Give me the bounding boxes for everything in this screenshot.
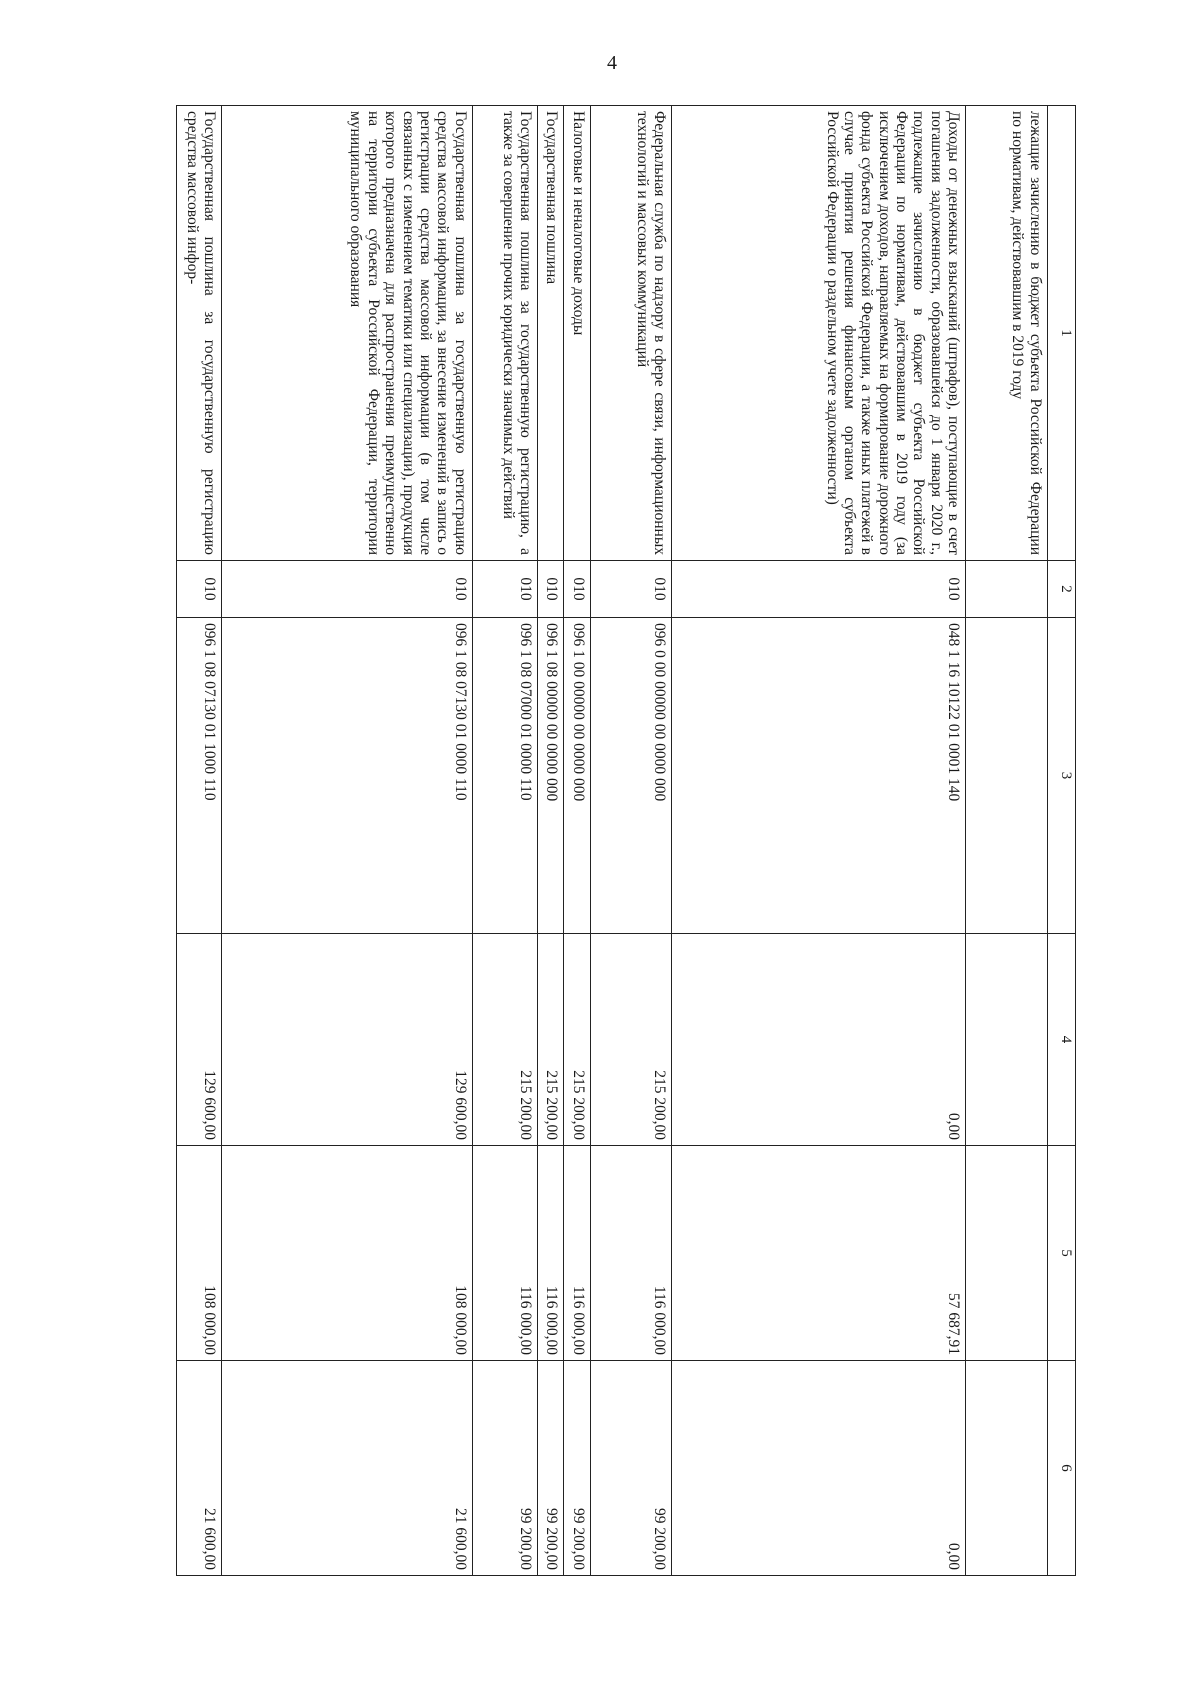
row-admin-code: 010 [672, 561, 966, 618]
row-value-5: 116 000,00 [537, 1146, 563, 1361]
table-row [966, 106, 1048, 1576]
row-admin-code: 010 [537, 561, 563, 618]
row-value-5: 57 687,91 [672, 1146, 966, 1361]
row-budget-code: 096 1 08 07130 01 1000 110 [177, 618, 222, 934]
row-budget-code: 096 1 00 00000 00 0000 000 [564, 618, 590, 934]
column-header: 4 [1047, 934, 1075, 1146]
row-value-6 [966, 1361, 1048, 1576]
rotated-table-wrapper [176, 105, 1076, 1575]
row-name: Доходы от денежных взысканий (штрафов), поступающие в счет погашения задолженности, образовавшейся до 1 января 2020 г., подлежащие зачислению в бюджет субъекта Российской Федерации по нормативам, действовавшим в 2019 году (за исключением доходов, направляемых на формирование дорожного фонда субъекта Российской Федерации, а также иных платежей в случае принятия решения финансовым органом субъекта Российской Федерации о раздельном учете задолженности) [672, 106, 966, 561]
row-admin-code [966, 561, 1048, 618]
row-value-5 [966, 1146, 1048, 1361]
row-value-4 [966, 934, 1048, 1146]
column-number-row [1047, 106, 1075, 1576]
row-admin-code: 010 [222, 561, 472, 618]
column-header: 2 [1047, 561, 1075, 618]
row-name: Государственная пошлина за государственную регистрацию средства массовой информации, за внесение изменений в запись о регистрации средства массовой информации (в том числе связанных с изменением тематики или специализации), продукция которого предназначена для распространения преимущественно на территории субъекта Российской Федерации, территории муниципального образования [222, 106, 472, 561]
row-admin-code: 010 [590, 561, 672, 618]
row-admin-code: 010 [472, 561, 537, 618]
row-value-6: 21 600,00 [177, 1361, 222, 1576]
page-number: 4 [607, 52, 617, 74]
row-value-4: 215 200,00 [472, 934, 537, 1146]
row-admin-code: 010 [177, 561, 222, 618]
row-value-4: 215 200,00 [564, 934, 590, 1146]
row-budget-code [966, 618, 1048, 934]
table-row [222, 106, 472, 1576]
table-row [537, 106, 563, 1576]
row-name: Федеральная служба по надзору в сфере связи, информационных технологий и массовых коммуникаций [590, 106, 672, 561]
row-value-5: 116 000,00 [590, 1146, 672, 1361]
revenue-table [176, 105, 1076, 1576]
column-header: 6 [1047, 1361, 1075, 1576]
row-value-5: 108 000,00 [222, 1146, 472, 1361]
row-value-4: 215 200,00 [590, 934, 672, 1146]
column-header: 5 [1047, 1146, 1075, 1361]
row-value-6: 99 200,00 [472, 1361, 537, 1576]
row-name: лежащие зачислению в бюджет субъекта Российской Федерации по нормативам, действовавшим в 2019 году [966, 106, 1048, 561]
row-name: Государственная пошлина за государственную регистрацию, а также за совершение прочих юридически значимых действий [472, 106, 537, 561]
row-value-6: 99 200,00 [537, 1361, 563, 1576]
row-value-5: 116 000,00 [564, 1146, 590, 1361]
row-value-6: 99 200,00 [564, 1361, 590, 1576]
column-header: 3 [1047, 618, 1075, 934]
row-budget-code: 096 0 00 00000 00 0000 000 [590, 618, 672, 934]
row-value-6: 21 600,00 [222, 1361, 472, 1576]
row-value-4: 129 600,00 [222, 934, 472, 1146]
row-name: Налоговые и неналоговые доходы [564, 106, 590, 561]
row-name: Государственная пошлина за государственную регистрацию средства массовой инфор- [177, 106, 222, 561]
row-admin-code: 010 [564, 561, 590, 618]
row-budget-code: 048 1 16 10122 01 0001 140 [672, 618, 966, 934]
row-value-6: 99 200,00 [590, 1361, 672, 1576]
table-row [672, 106, 966, 1576]
row-value-4: 0,00 [672, 934, 966, 1146]
row-value-6: 0,00 [672, 1361, 966, 1576]
row-value-4: 129 600,00 [177, 934, 222, 1146]
row-budget-code: 096 1 08 00000 00 0000 000 [537, 618, 563, 934]
row-value-5: 116 000,00 [472, 1146, 537, 1361]
table-row [564, 106, 590, 1576]
table-row [590, 106, 672, 1576]
row-value-5: 108 000,00 [177, 1146, 222, 1361]
row-budget-code: 096 1 08 07130 01 0000 110 [222, 618, 472, 934]
row-value-4: 215 200,00 [537, 934, 563, 1146]
row-name: Государственная пошлина [537, 106, 563, 561]
column-header: 1 [1047, 106, 1075, 561]
table-row [472, 106, 537, 1576]
table-row [177, 106, 222, 1576]
row-budget-code: 096 1 08 07000 01 0000 110 [472, 618, 537, 934]
